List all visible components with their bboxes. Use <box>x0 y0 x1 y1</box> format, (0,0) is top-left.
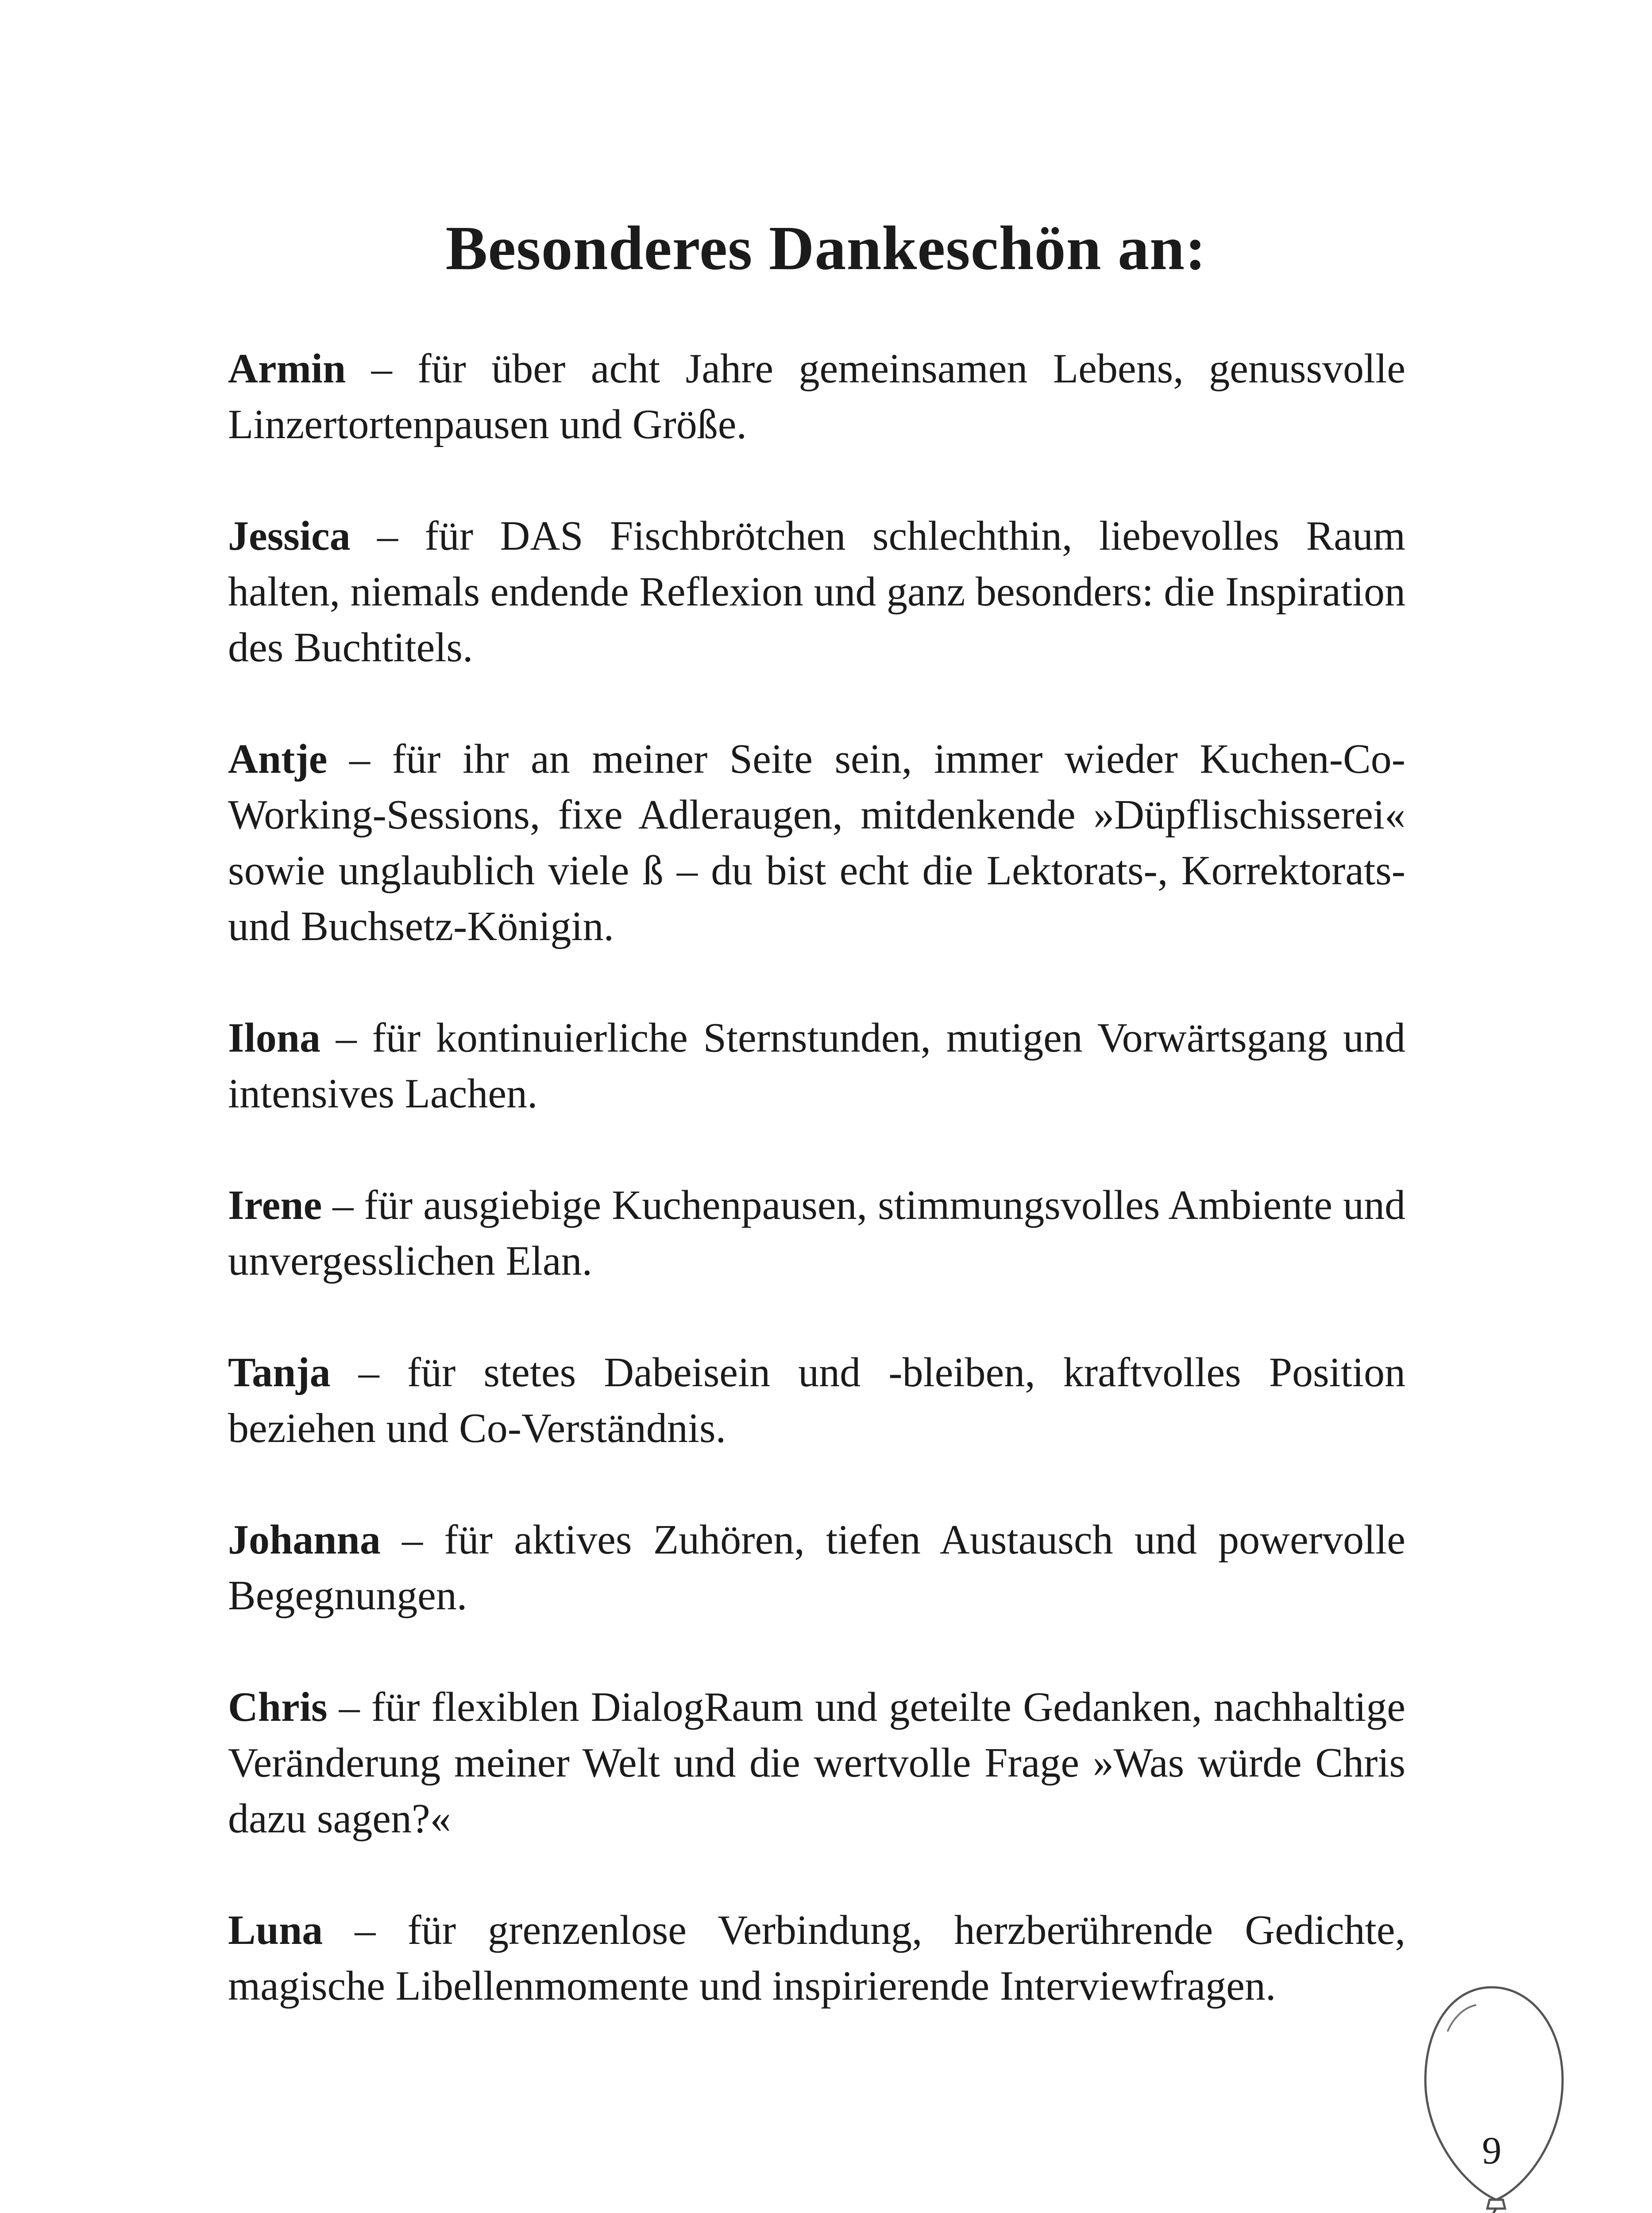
entry-name: Antje <box>228 736 328 782</box>
acknowledgement-entry <box>228 1010 1405 1122</box>
page-number: 9 <box>1482 2129 1501 2172</box>
entry-name: Armin <box>228 346 346 392</box>
entry-name: Tanja <box>228 1349 331 1396</box>
entry-text: – für ausgiebige Kuchenpausen, stimmungsvolles Ambiente und unvergesslichen Elan. <box>228 1182 1405 1284</box>
acknowledgement-list <box>228 341 1405 2070</box>
acknowledgement-entry <box>228 1177 1405 1289</box>
entry-text: – für über acht Jahre gemeinsamen Lebens, genussvolle Linzertortenpausen und Größe. <box>228 346 1405 447</box>
acknowledgement-entry <box>228 341 1405 452</box>
entry-text: – für DAS Fischbrötchen schlechthin, liebevolles Raum halten, niemals endende Reflexion und ganz besonders: die Inspiration des Buchtitels. <box>228 513 1405 671</box>
entry-text: – für stetes Dabeisein und -bleiben, kraftvolles Position beziehen und Co-Verständnis. <box>228 1349 1405 1451</box>
entry-text: – für kontinuierliche Sternstunden, mutigen Vorwärtsgang und intensives Lachen. <box>228 1015 1405 1117</box>
acknowledgement-entry <box>228 508 1405 675</box>
entry-name: Jessica <box>228 513 351 559</box>
acknowledgement-entry <box>228 1345 1405 1456</box>
entry-name: Irene <box>228 1182 322 1228</box>
entry-text: – für ihr an meiner Seite sein, immer wieder Kuchen-Co-Working-Sessions, fixe Adleraugen, mitdenkende »Düpflischisserei« sowie unglaublich viele ß – du bist echt die Lektorats-, Korrektorats- und Buchsetz-Königin. <box>228 736 1405 949</box>
acknowledgement-entry <box>228 1902 1405 2014</box>
acknowledgement-entry <box>228 1679 1405 1847</box>
acknowledgement-entry <box>228 1512 1405 1623</box>
entry-name: Johanna <box>228 1517 381 1563</box>
balloon-icon <box>1417 1978 1602 2213</box>
entry-text: – für flexiblen DialogRaum und geteilte Gedanken, nachhaltige Veränderung meiner Welt und die wertvolle Frage »Was würde Chris dazu sagen?« <box>228 1684 1405 1842</box>
entry-text: – für aktives Zuhören, tiefen Austausch und powervolle Begegnungen. <box>228 1517 1405 1619</box>
entry-name: Ilona <box>228 1015 320 1061</box>
entry-name: Luna <box>228 1907 323 1953</box>
entry-name: Chris <box>228 1684 328 1730</box>
entry-text: – für grenzenlose Verbindung, herzberührende Gedichte, magische Libellenmomente und inspirierende Interviewfragen. <box>228 1907 1405 2009</box>
acknowledgement-entry <box>228 731 1405 954</box>
page-title: Besonderes Dankeschön an: <box>445 213 1207 283</box>
